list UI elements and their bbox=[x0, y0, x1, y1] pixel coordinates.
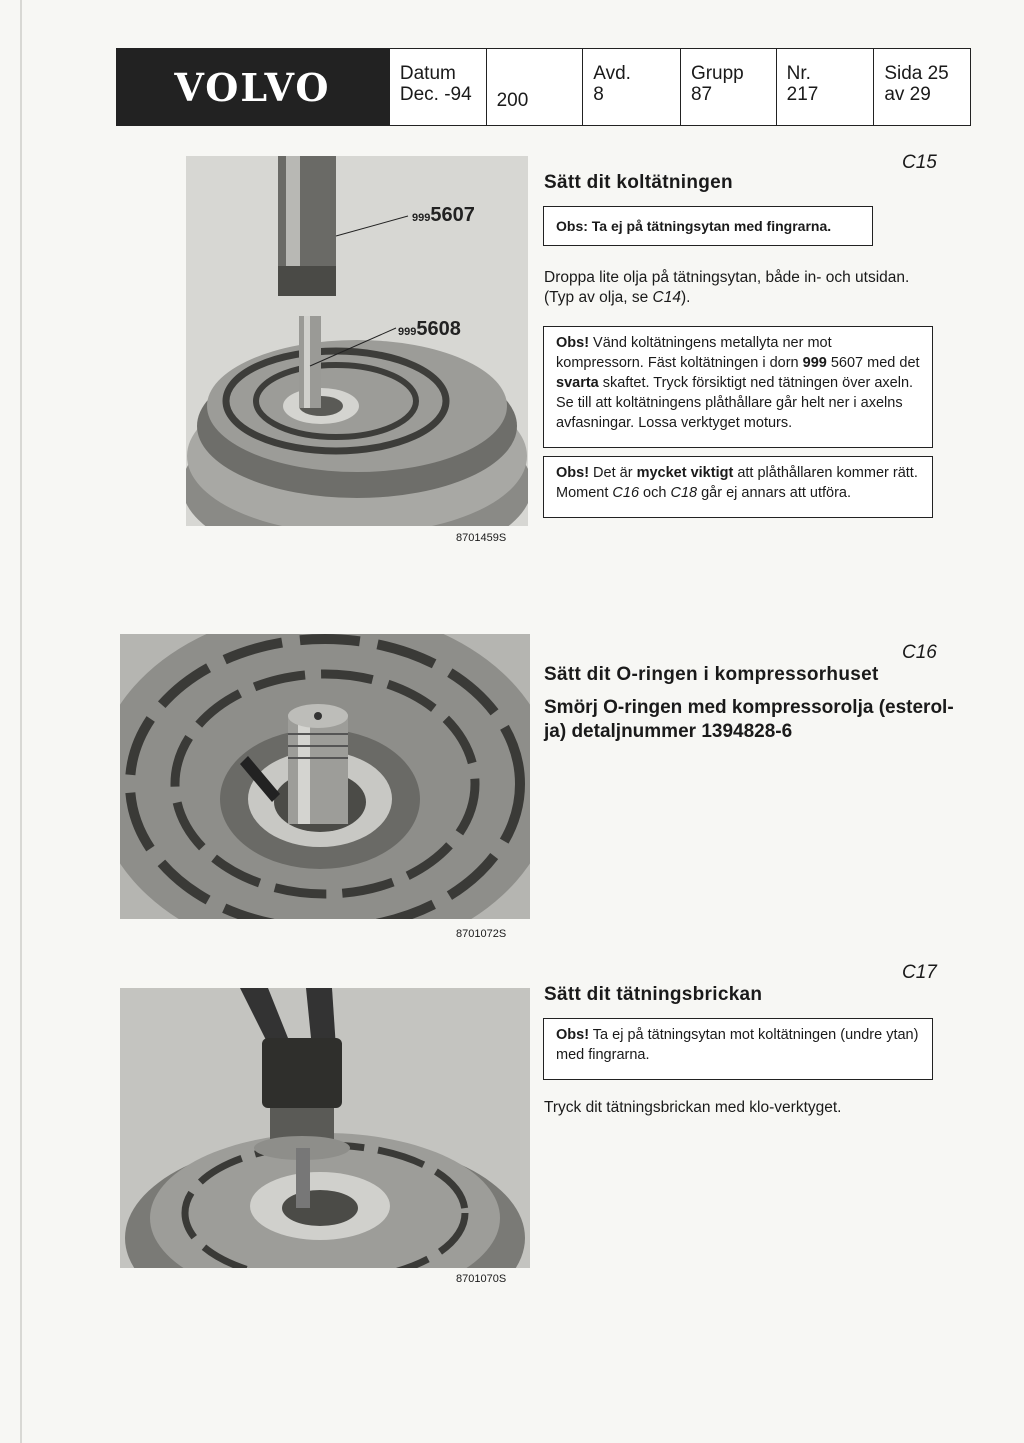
datum-value: Dec. -94 bbox=[399, 84, 472, 105]
photo-c15-seal-tool bbox=[186, 156, 528, 526]
photo-code-c15: 8701459S bbox=[456, 532, 507, 544]
header-model bbox=[486, 49, 583, 125]
paragraph-c15-line2-end: ). bbox=[680, 289, 691, 306]
tool-label-5607-prefix: 999 bbox=[412, 212, 431, 224]
subtitle-c16-line1: Smörj O-ringen med kompressorolja (esterol- bbox=[544, 697, 954, 718]
sida-value: av 29 bbox=[884, 84, 931, 105]
obs-box-c17-fingers bbox=[543, 1018, 933, 1080]
obs-box-text: Ta ej på tätningsytan mot koltätningen (undre ytan) med fingrarna. bbox=[556, 1027, 919, 1063]
nr-value: 217 bbox=[786, 84, 819, 105]
avd-value: 8 bbox=[593, 84, 604, 105]
paragraph-c15-line2 bbox=[544, 288, 944, 308]
photo-c17-washer bbox=[120, 988, 530, 1268]
tool-label-5607 bbox=[412, 204, 475, 227]
tool-number-bold: 999 bbox=[802, 355, 827, 371]
subtitle-c16-line2: ja) detaljnummer 1394828-6 bbox=[544, 721, 793, 742]
obs-box-text: 5607 med det bbox=[826, 355, 920, 371]
section-title-c17: Sätt dit tätningsbrickan bbox=[544, 984, 763, 1005]
photo-c16-oring bbox=[120, 634, 530, 919]
section-code-c16: C16 bbox=[902, 642, 937, 663]
obs-box-text: Vänd koltätningens metallyta ner mot kompressorn. Fäst koltätningen i dorn bbox=[556, 335, 832, 371]
nr-label: Nr. bbox=[786, 63, 811, 84]
section-code-c15: C15 bbox=[902, 152, 937, 173]
header-avd bbox=[582, 49, 680, 125]
tool-label-5608-prefix: 999 bbox=[398, 326, 417, 338]
section-title-c16: Sätt dit O-ringen i kompressorhuset bbox=[544, 664, 879, 685]
obs-box-c15-orientation bbox=[543, 326, 933, 448]
paragraph-c15-line1: Droppa lite olja på tätningsytan, både in- och utsidan. bbox=[544, 269, 910, 286]
volvo-logo: VOLVO bbox=[117, 49, 389, 125]
section-code-c17: C17 bbox=[902, 962, 937, 983]
header-grupp bbox=[680, 49, 776, 125]
reference-c14: C14 bbox=[652, 289, 681, 306]
document-header bbox=[116, 48, 971, 126]
model-value: 200 bbox=[496, 90, 529, 111]
reference-c16: C16 bbox=[612, 485, 640, 501]
sida-label: Sida 25 bbox=[884, 63, 949, 84]
paragraph-c15-line2-text: (Typ av olja, se bbox=[544, 289, 653, 306]
obs-box-c15-important bbox=[543, 456, 933, 518]
datum-label: Datum bbox=[399, 63, 456, 84]
grupp-label: Grupp bbox=[690, 63, 744, 84]
header-sida bbox=[873, 49, 970, 125]
photo-code-c16: 8701072S bbox=[456, 928, 507, 940]
header-nr bbox=[776, 49, 874, 125]
section-subtitle-c16 bbox=[544, 696, 954, 744]
obs-label: Obs! bbox=[556, 1027, 590, 1043]
paragraph-c15-oil bbox=[544, 268, 944, 308]
reference-c18: C18 bbox=[670, 485, 698, 501]
photo-c16-illustration bbox=[120, 634, 530, 919]
header-datum bbox=[389, 49, 486, 125]
photo-c15-illustration bbox=[186, 156, 528, 526]
tool-label-5607-number: 5607 bbox=[430, 204, 475, 226]
obs-box-c15-fingers: Obs: Ta ej på tätningsytan med fingrarna. bbox=[543, 206, 873, 246]
photo-code-c17: 8701070S bbox=[456, 1273, 507, 1285]
tool-label-5608-number: 5608 bbox=[416, 318, 461, 340]
obs-box-bold-important: mycket viktigt bbox=[636, 465, 734, 481]
obs-box-bold-svarta: svarta bbox=[556, 375, 599, 391]
obs-label: Obs! bbox=[556, 465, 590, 481]
page-edge bbox=[20, 0, 22, 1443]
obs-box-text: skaftet. Tryck försiktigt ned tätningen över axeln. Se till att koltätningens plåthållare går helt ner i axelns avfasningar. Lossa verktyget moturs. bbox=[556, 375, 914, 431]
obs-label: Obs! bbox=[556, 335, 590, 351]
obs-box-text: att plåthållaren kommer rätt. Moment bbox=[556, 465, 918, 501]
avd-label: Avd. bbox=[593, 63, 631, 84]
paragraph-c17: Tryck dit tätningsbrickan med klo-verktyget. bbox=[544, 1099, 842, 1116]
grupp-value: 87 bbox=[690, 84, 713, 105]
obs-box-text: och bbox=[639, 485, 671, 501]
obs-box-text: går ej annars att utföra. bbox=[697, 485, 852, 501]
photo-c17-illustration bbox=[120, 988, 530, 1268]
obs-box-text: Det är bbox=[589, 465, 637, 481]
section-title-c15: Sätt dit koltätningen bbox=[544, 172, 733, 193]
tool-label-5608 bbox=[398, 318, 461, 341]
